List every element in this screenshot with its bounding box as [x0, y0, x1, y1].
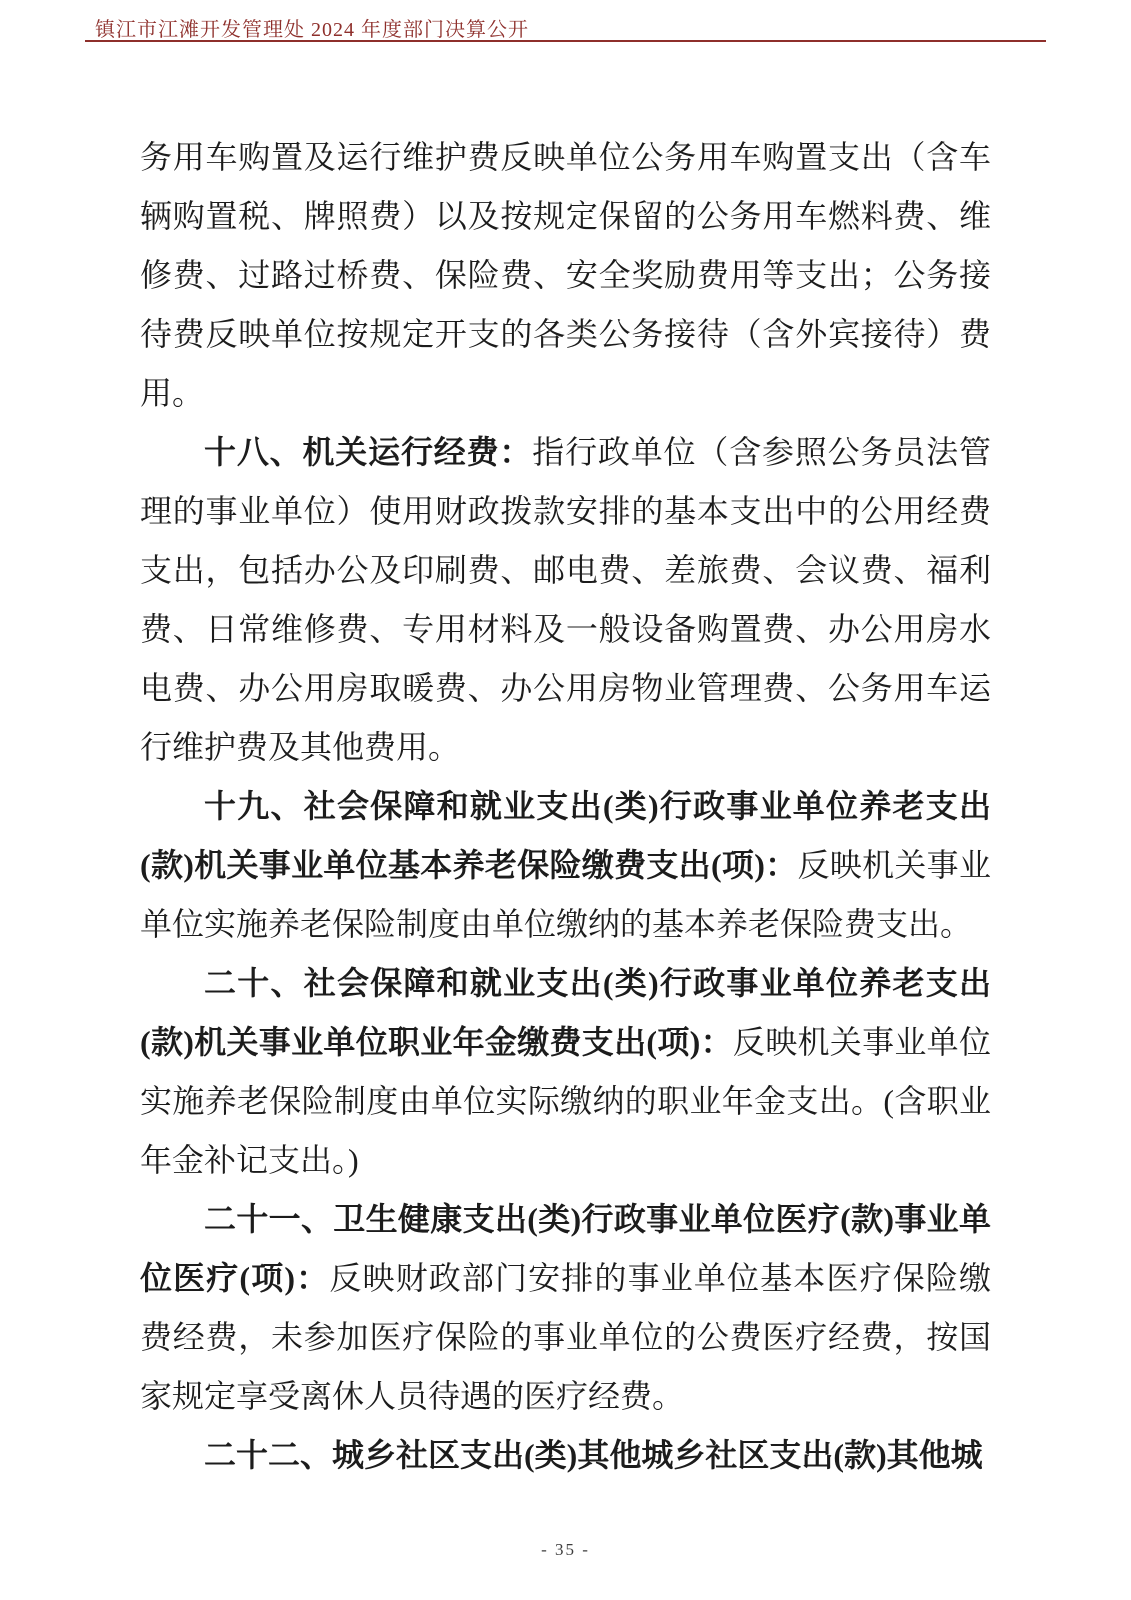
paragraph-lead: 二十、社会保障和就业支出(类)行政事业单位养老支出(款)机关事业单位职业年金缴费支出(项)： [140, 965, 991, 1060]
paragraph-lead: 十八、机关运行经费： [204, 434, 533, 470]
page-header-title: 镇江市江滩开发管理处 2024 年度部门决算公开 [95, 19, 529, 41]
document-body [140, 128, 991, 1485]
paragraph-lead: 二十一、卫生健康支出(类)行政事业单位医疗(款)事业单位医疗(项)： [140, 1201, 991, 1296]
paragraph-lead: 二十二、城乡社区支出(类)其他城乡社区支出(款)其他城 [204, 1437, 983, 1473]
paragraph [140, 128, 991, 423]
paragraph-text: 指行政单位（含参照公务员法管理的事业单位）使用财政拨款安排的基本支出中的公用经费支出，包括办公及印刷费、邮电费、差旅费、会议费、福利费、日常维修费、专用材料及一般设备购置费、办公用房水电费、办公用房取暖费、办公用房物业管理费、公务用车运行维护费及其他费用。 [140, 434, 991, 765]
paragraph [140, 954, 991, 1190]
paragraph [140, 1426, 991, 1485]
paragraph [140, 777, 991, 954]
paragraph-lead: 十九、社会保障和就业支出(类)行政事业单位养老支出(款)机关事业单位基本养老保险缴费支出(项)： [140, 788, 991, 883]
paragraph [140, 423, 991, 777]
header-rule [85, 40, 1046, 42]
paragraph [140, 1190, 991, 1426]
paragraph-text: 反映财政部门安排的事业单位基本医疗保险缴费经费，未参加医疗保险的事业单位的公费医疗经费，按国家规定享受离休人员待遇的医疗经费。 [140, 1260, 991, 1414]
paragraph-text: 反映机关事业单位实施养老保险制度由单位缴纳的基本养老保险费支出。 [140, 847, 991, 942]
paragraph-text: 反映机关事业单位实施养老保险制度由单位实际缴纳的职业年金支出。(含职业年金补记支出。) [140, 1024, 991, 1178]
paragraph-text: 务用车购置及运行维护费反映单位公务用车购置支出（含车辆购置税、牌照费）以及按规定保留的公务用车燃料费、维修费、过路过桥费、保险费、安全奖励费用等支出；公务接待费反映单位按规定开支的各类公务接待（含外宾接待）费用。 [140, 139, 991, 411]
page-number: - 35 - [541, 1540, 590, 1559]
